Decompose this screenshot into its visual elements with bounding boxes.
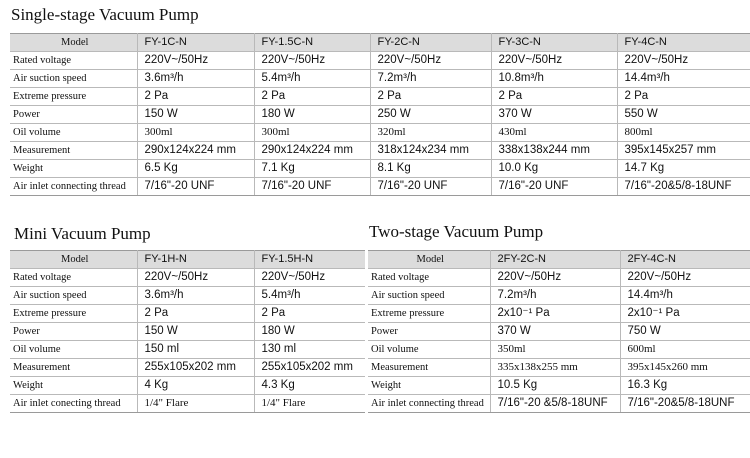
spec-value: 10.8m³/h bbox=[491, 70, 617, 88]
model-name: FY-3C-N bbox=[491, 34, 617, 52]
two-row bbox=[368, 287, 750, 305]
single-row bbox=[10, 52, 750, 70]
mini-row bbox=[10, 341, 365, 359]
spec-value: 1/4" Flare bbox=[137, 395, 254, 413]
mini-row bbox=[10, 323, 365, 341]
single-row bbox=[10, 160, 750, 178]
spec-value: 4 Kg bbox=[137, 377, 254, 395]
spec-value: 220V~/50Hz bbox=[137, 52, 254, 70]
row-label: Oil volume bbox=[10, 124, 137, 142]
spec-value: 8.1 Kg bbox=[370, 160, 491, 178]
spec-value: 220V~/50Hz bbox=[490, 269, 620, 287]
spec-value: 2x10⁻¹ Pa bbox=[620, 305, 750, 323]
spec-value: 1/4" Flare bbox=[254, 395, 365, 413]
spec-value: 14.4m³/h bbox=[620, 287, 750, 305]
mini-row bbox=[10, 305, 365, 323]
model-name: FY-1.5C-N bbox=[254, 34, 370, 52]
spec-value: 290x124x224 mm bbox=[137, 142, 254, 160]
spec-value: 6.5 Kg bbox=[137, 160, 254, 178]
row-label: Measurement bbox=[10, 142, 137, 160]
row-label: Measurement bbox=[368, 359, 490, 377]
spec-value: 320ml bbox=[370, 124, 491, 142]
model-name: FY-1.5H-N bbox=[254, 251, 365, 269]
single-header-row bbox=[10, 34, 750, 52]
mini-header-row bbox=[10, 251, 365, 269]
two-row bbox=[368, 359, 750, 377]
single-stage-title: Single-stage Vacuum Pump bbox=[11, 5, 199, 24]
spec-value: 750 W bbox=[620, 323, 750, 341]
single-stage-table bbox=[10, 33, 750, 196]
row-label: Extreme pressure bbox=[10, 88, 137, 106]
mini-pump-title: Mini Vacuum Pump bbox=[14, 224, 151, 243]
spec-value: 335x138x255 mm bbox=[490, 359, 620, 377]
mini-pump-table bbox=[10, 250, 365, 413]
mini-row bbox=[10, 287, 365, 305]
spec-value: 4.3 Kg bbox=[254, 377, 365, 395]
spec-value: 350ml bbox=[490, 341, 620, 359]
single-row bbox=[10, 70, 750, 88]
model-name: FY-4C-N bbox=[617, 34, 750, 52]
spec-value: 5.4m³/h bbox=[254, 287, 365, 305]
spec-value: 7/16"-20 UNF bbox=[370, 178, 491, 196]
spec-value: 2 Pa bbox=[617, 88, 750, 106]
model-name: FY-1H-N bbox=[137, 251, 254, 269]
spec-value: 2 Pa bbox=[137, 305, 254, 323]
mini-row bbox=[10, 359, 365, 377]
spec-value: 338x138x244 mm bbox=[491, 142, 617, 160]
spec-value: 220V~/50Hz bbox=[370, 52, 491, 70]
row-label: Air suction speed bbox=[368, 287, 490, 305]
spec-value: 7.2m³/h bbox=[490, 287, 620, 305]
mini-row bbox=[10, 395, 365, 413]
spec-value: 2 Pa bbox=[254, 88, 370, 106]
spec-value: 14.4m³/h bbox=[617, 70, 750, 88]
spec-value: 220V~/50Hz bbox=[254, 269, 365, 287]
row-label: Rated voltage bbox=[368, 269, 490, 287]
spec-value: 7/16"-20 &5/8-18UNF bbox=[490, 395, 620, 413]
row-label: Rated voltage bbox=[10, 52, 137, 70]
spec-value: 180 W bbox=[254, 106, 370, 124]
row-label: Air inlet connecting thread bbox=[10, 178, 137, 196]
spec-value: 180 W bbox=[254, 323, 365, 341]
model-name: 2FY-2C-N bbox=[490, 251, 620, 269]
spec-value: 2 Pa bbox=[137, 88, 254, 106]
spec-value: 395x145x260 mm bbox=[620, 359, 750, 377]
spec-value: 220V~/50Hz bbox=[617, 52, 750, 70]
two-header-row bbox=[368, 251, 750, 269]
row-label: Measurement bbox=[10, 359, 137, 377]
spec-value: 220V~/50Hz bbox=[137, 269, 254, 287]
row-label: Oil volume bbox=[368, 341, 490, 359]
spec-value: 2 Pa bbox=[491, 88, 617, 106]
single-row bbox=[10, 142, 750, 160]
row-label: Oil volume bbox=[10, 341, 137, 359]
row-label: Weight bbox=[10, 377, 137, 395]
model-name: FY-1C-N bbox=[137, 34, 254, 52]
spec-value: 318x124x234 mm bbox=[370, 142, 491, 160]
row-label: Power bbox=[10, 106, 137, 124]
model-name: FY-2C-N bbox=[370, 34, 491, 52]
spec-value: 16.3 Kg bbox=[620, 377, 750, 395]
header-label: Model bbox=[368, 251, 490, 269]
two-row bbox=[368, 305, 750, 323]
spec-value: 2x10⁻¹ Pa bbox=[490, 305, 620, 323]
header-label: Model bbox=[10, 34, 137, 52]
spec-value: 255x105x202 mm bbox=[137, 359, 254, 377]
single-row bbox=[10, 178, 750, 196]
header-label: Model bbox=[10, 251, 137, 269]
spec-value: 250 W bbox=[370, 106, 491, 124]
spec-value: 3.6m³/h bbox=[137, 287, 254, 305]
spec-value: 7/16"-20 UNF bbox=[491, 178, 617, 196]
two-row bbox=[368, 395, 750, 413]
spec-value: 800ml bbox=[617, 124, 750, 142]
row-label: Rated voltage bbox=[10, 269, 137, 287]
two-row bbox=[368, 323, 750, 341]
two-row bbox=[368, 341, 750, 359]
spec-value: 7.1 Kg bbox=[254, 160, 370, 178]
two-row bbox=[368, 377, 750, 395]
spec-value: 255x105x202 mm bbox=[254, 359, 365, 377]
row-label: Extreme pressure bbox=[368, 305, 490, 323]
spec-value: 7/16"-20 UNF bbox=[254, 178, 370, 196]
single-row bbox=[10, 124, 750, 142]
spec-value: 300ml bbox=[137, 124, 254, 142]
two-row bbox=[368, 269, 750, 287]
spec-value: 150 W bbox=[137, 323, 254, 341]
two-stage-title: Two-stage Vacuum Pump bbox=[369, 222, 544, 241]
single-row bbox=[10, 106, 750, 124]
spec-value: 220V~/50Hz bbox=[254, 52, 370, 70]
spec-value: 370 W bbox=[490, 323, 620, 341]
spec-value: 7/16"-20&5/8-18UNF bbox=[620, 395, 750, 413]
spec-value: 150 W bbox=[137, 106, 254, 124]
row-label: Power bbox=[368, 323, 490, 341]
spec-value: 430ml bbox=[491, 124, 617, 142]
spec-value: 10.0 Kg bbox=[491, 160, 617, 178]
spec-value: 290x124x224 mm bbox=[254, 142, 370, 160]
mini-row bbox=[10, 269, 365, 287]
spec-value: 370 W bbox=[491, 106, 617, 124]
row-label: Air inlet connecting thread bbox=[368, 395, 490, 413]
spec-value: 600ml bbox=[620, 341, 750, 359]
spec-value: 5.4m³/h bbox=[254, 70, 370, 88]
spec-value: 220V~/50Hz bbox=[491, 52, 617, 70]
spec-value: 550 W bbox=[617, 106, 750, 124]
spec-value: 7.2m³/h bbox=[370, 70, 491, 88]
row-label: Weight bbox=[368, 377, 490, 395]
spec-value: 10.5 Kg bbox=[490, 377, 620, 395]
row-label: Power bbox=[10, 323, 137, 341]
spec-value: 150 ml bbox=[137, 341, 254, 359]
single-row bbox=[10, 88, 750, 106]
row-label: Air suction speed bbox=[10, 70, 137, 88]
spec-value: 3.6m³/h bbox=[137, 70, 254, 88]
spec-value: 220V~/50Hz bbox=[620, 269, 750, 287]
row-label: Extreme pressure bbox=[10, 305, 137, 323]
row-label: Weight bbox=[10, 160, 137, 178]
spec-value: 7/16"-20&5/8-18UNF bbox=[617, 178, 750, 196]
spec-value: 14.7 Kg bbox=[617, 160, 750, 178]
spec-value: 130 ml bbox=[254, 341, 365, 359]
two-stage-table bbox=[368, 250, 750, 413]
spec-value: 7/16"-20 UNF bbox=[137, 178, 254, 196]
row-label: Air inlet conecting thread bbox=[10, 395, 137, 413]
spec-value: 395x145x257 mm bbox=[617, 142, 750, 160]
spec-value: 2 Pa bbox=[254, 305, 365, 323]
spec-value: 300ml bbox=[254, 124, 370, 142]
row-label: Air suction speed bbox=[10, 287, 137, 305]
model-name: 2FY-4C-N bbox=[620, 251, 750, 269]
spec-value: 2 Pa bbox=[370, 88, 491, 106]
mini-row bbox=[10, 377, 365, 395]
